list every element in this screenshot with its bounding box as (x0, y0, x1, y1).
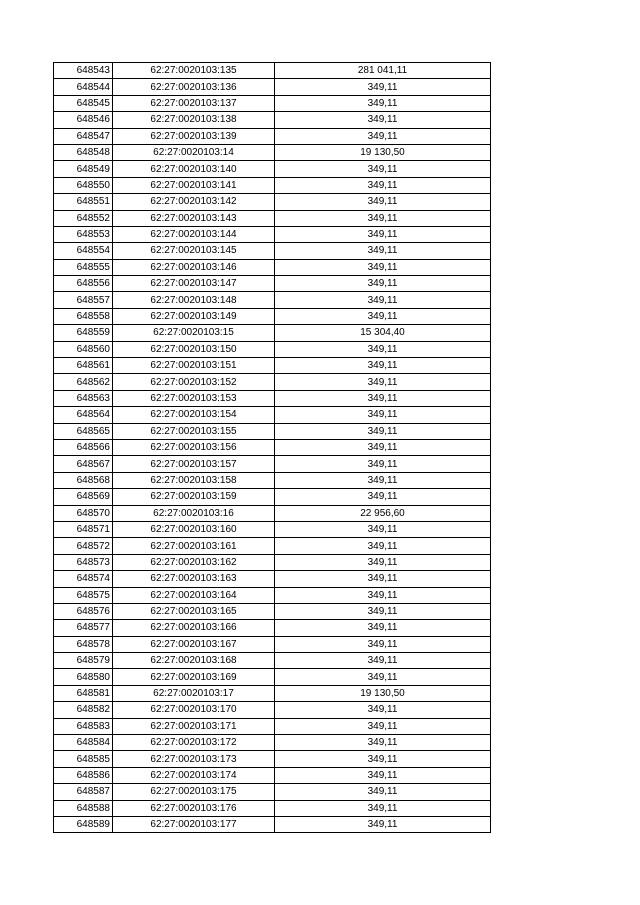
table-row (54, 439, 491, 455)
table-row (54, 423, 491, 439)
row-number-cell: 648567 (54, 456, 113, 472)
cadastral-value-cell: 19 130,50 (275, 685, 491, 701)
table-row (54, 603, 491, 619)
cadastral-number-cell: 62:27:0020103:168 (113, 653, 275, 669)
cadastral-number-cell: 62:27:0020103:164 (113, 587, 275, 603)
cadastral-value-cell: 281 041,11 (275, 63, 491, 79)
table-row (54, 751, 491, 767)
row-number-cell: 648574 (54, 571, 113, 587)
cadastral-number-cell: 62:27:0020103:156 (113, 439, 275, 455)
cadastral-value-cell: 349,11 (275, 407, 491, 423)
cadastral-number-cell: 62:27:0020103:142 (113, 194, 275, 210)
cadastral-number-cell: 62:27:0020103:150 (113, 341, 275, 357)
row-number-cell: 648581 (54, 685, 113, 701)
cadastral-number-cell: 62:27:0020103:138 (113, 112, 275, 128)
table-row (54, 292, 491, 308)
cadastral-value-cell: 349,11 (275, 308, 491, 324)
table-row (54, 194, 491, 210)
cadastral-value-cell: 349,11 (275, 603, 491, 619)
table-row (54, 587, 491, 603)
table-row (54, 374, 491, 390)
table-row (54, 653, 491, 669)
cadastral-value-cell: 349,11 (275, 571, 491, 587)
table-row (54, 521, 491, 537)
cadastral-value-cell: 349,11 (275, 423, 491, 439)
table-row (54, 669, 491, 685)
cadastral-number-cell: 62:27:0020103:157 (113, 456, 275, 472)
row-number-cell: 648565 (54, 423, 113, 439)
cadastral-value-cell: 349,11 (275, 751, 491, 767)
cadastral-number-cell: 62:27:0020103:173 (113, 751, 275, 767)
cadastral-number-cell: 62:27:0020103:16 (113, 505, 275, 521)
table-row (54, 358, 491, 374)
cadastral-value-cell: 349,11 (275, 276, 491, 292)
cadastral-value-cell: 349,11 (275, 669, 491, 685)
row-number-cell: 648563 (54, 390, 113, 406)
cadastral-number-cell: 62:27:0020103:140 (113, 161, 275, 177)
table-row (54, 636, 491, 652)
table-row (54, 735, 491, 751)
cadastral-value-cell: 349,11 (275, 358, 491, 374)
row-number-cell: 648549 (54, 161, 113, 177)
cadastral-number-cell: 62:27:0020103:137 (113, 95, 275, 111)
cadastral-number-cell: 62:27:0020103:163 (113, 571, 275, 587)
row-number-cell: 648562 (54, 374, 113, 390)
cadastral-value-cell: 349,11 (275, 456, 491, 472)
table-row (54, 79, 491, 95)
table-row (54, 243, 491, 259)
row-number-cell: 648587 (54, 784, 113, 800)
cadastral-number-cell: 62:27:0020103:151 (113, 358, 275, 374)
table-row (54, 472, 491, 488)
row-number-cell: 648582 (54, 702, 113, 718)
row-number-cell: 648570 (54, 505, 113, 521)
cadastral-number-cell: 62:27:0020103:177 (113, 816, 275, 832)
cadastral-number-cell: 62:27:0020103:15 (113, 325, 275, 341)
cadastral-number-cell: 62:27:0020103:158 (113, 472, 275, 488)
cadastral-value-cell: 349,11 (275, 95, 491, 111)
row-number-cell: 648576 (54, 603, 113, 619)
cadastral-value-table (53, 62, 491, 833)
row-number-cell: 648583 (54, 718, 113, 734)
table-row (54, 505, 491, 521)
row-number-cell: 648585 (54, 751, 113, 767)
table-row (54, 226, 491, 242)
cadastral-number-cell: 62:27:0020103:166 (113, 620, 275, 636)
cadastral-value-cell: 349,11 (275, 390, 491, 406)
table-row (54, 456, 491, 472)
row-number-cell: 648547 (54, 128, 113, 144)
row-number-cell: 648560 (54, 341, 113, 357)
table-row (54, 767, 491, 783)
row-number-cell: 648544 (54, 79, 113, 95)
cadastral-value-cell: 19 130,50 (275, 144, 491, 160)
cadastral-number-cell: 62:27:0020103:136 (113, 79, 275, 95)
table-row (54, 128, 491, 144)
cadastral-value-cell: 349,11 (275, 636, 491, 652)
table-row (54, 112, 491, 128)
table-row (54, 95, 491, 111)
row-number-cell: 648586 (54, 767, 113, 783)
cadastral-number-cell: 62:27:0020103:143 (113, 210, 275, 226)
cadastral-number-cell: 62:27:0020103:145 (113, 243, 275, 259)
table-row (54, 489, 491, 505)
cadastral-value-cell: 349,11 (275, 259, 491, 275)
table-row (54, 308, 491, 324)
row-number-cell: 648584 (54, 735, 113, 751)
row-number-cell: 648554 (54, 243, 113, 259)
cadastral-value-cell: 349,11 (275, 243, 491, 259)
cadastral-value-cell: 349,11 (275, 472, 491, 488)
row-number-cell: 648551 (54, 194, 113, 210)
table-row (54, 800, 491, 816)
table-row (54, 718, 491, 734)
row-number-cell: 648566 (54, 439, 113, 455)
row-number-cell: 648558 (54, 308, 113, 324)
row-number-cell: 648578 (54, 636, 113, 652)
cadastral-number-cell: 62:27:0020103:165 (113, 603, 275, 619)
cadastral-value-cell: 349,11 (275, 538, 491, 554)
row-number-cell: 648559 (54, 325, 113, 341)
cadastral-value-cell: 349,11 (275, 79, 491, 95)
table-body (54, 63, 491, 833)
table-row (54, 784, 491, 800)
row-number-cell: 648550 (54, 177, 113, 193)
row-number-cell: 648557 (54, 292, 113, 308)
cadastral-value-cell: 349,11 (275, 784, 491, 800)
table-row (54, 554, 491, 570)
table-row (54, 685, 491, 701)
cadastral-value-cell: 349,11 (275, 341, 491, 357)
cadastral-number-cell: 62:27:0020103:174 (113, 767, 275, 783)
cadastral-number-cell: 62:27:0020103:159 (113, 489, 275, 505)
table-row (54, 620, 491, 636)
row-number-cell: 648568 (54, 472, 113, 488)
cadastral-number-cell: 62:27:0020103:153 (113, 390, 275, 406)
row-number-cell: 648577 (54, 620, 113, 636)
cadastral-number-cell: 62:27:0020103:146 (113, 259, 275, 275)
cadastral-value-cell: 349,11 (275, 489, 491, 505)
table-row (54, 571, 491, 587)
cadastral-number-cell: 62:27:0020103:176 (113, 800, 275, 816)
cadastral-value-cell: 349,11 (275, 521, 491, 537)
cadastral-value-cell: 349,11 (275, 226, 491, 242)
cadastral-value-cell: 349,11 (275, 374, 491, 390)
cadastral-number-cell: 62:27:0020103:152 (113, 374, 275, 390)
table-row (54, 702, 491, 718)
table-row (54, 390, 491, 406)
table-row (54, 276, 491, 292)
cadastral-number-cell: 62:27:0020103:172 (113, 735, 275, 751)
table-row (54, 144, 491, 160)
row-number-cell: 648588 (54, 800, 113, 816)
cadastral-value-cell: 349,11 (275, 653, 491, 669)
row-number-cell: 648548 (54, 144, 113, 160)
cadastral-number-cell: 62:27:0020103:17 (113, 685, 275, 701)
cadastral-number-cell: 62:27:0020103:155 (113, 423, 275, 439)
row-number-cell: 648546 (54, 112, 113, 128)
cadastral-value-cell: 349,11 (275, 800, 491, 816)
cadastral-value-cell: 22 956,60 (275, 505, 491, 521)
row-number-cell: 648545 (54, 95, 113, 111)
cadastral-value-cell: 349,11 (275, 210, 491, 226)
cadastral-number-cell: 62:27:0020103:14 (113, 144, 275, 160)
cadastral-number-cell: 62:27:0020103:135 (113, 63, 275, 79)
row-number-cell: 648573 (54, 554, 113, 570)
row-number-cell: 648561 (54, 358, 113, 374)
cadastral-number-cell: 62:27:0020103:170 (113, 702, 275, 718)
row-number-cell: 648553 (54, 226, 113, 242)
table-row (54, 341, 491, 357)
cadastral-number-cell: 62:27:0020103:139 (113, 128, 275, 144)
cadastral-value-cell: 349,11 (275, 587, 491, 603)
row-number-cell: 648580 (54, 669, 113, 685)
cadastral-number-cell: 62:27:0020103:167 (113, 636, 275, 652)
table-row (54, 407, 491, 423)
cadastral-number-cell: 62:27:0020103:147 (113, 276, 275, 292)
cadastral-value-cell: 349,11 (275, 439, 491, 455)
row-number-cell: 648556 (54, 276, 113, 292)
cadastral-number-cell: 62:27:0020103:141 (113, 177, 275, 193)
table-row (54, 816, 491, 832)
cadastral-number-cell: 62:27:0020103:169 (113, 669, 275, 685)
row-number-cell: 648589 (54, 816, 113, 832)
cadastral-value-cell: 349,11 (275, 554, 491, 570)
cadastral-number-cell: 62:27:0020103:171 (113, 718, 275, 734)
row-number-cell: 648571 (54, 521, 113, 537)
table-row (54, 538, 491, 554)
cadastral-number-cell: 62:27:0020103:175 (113, 784, 275, 800)
cadastral-number-cell: 62:27:0020103:149 (113, 308, 275, 324)
row-number-cell: 648572 (54, 538, 113, 554)
table-row (54, 63, 491, 79)
cadastral-value-cell: 349,11 (275, 816, 491, 832)
table-row (54, 210, 491, 226)
row-number-cell: 648555 (54, 259, 113, 275)
cadastral-value-cell: 349,11 (275, 735, 491, 751)
cadastral-number-cell: 62:27:0020103:161 (113, 538, 275, 554)
row-number-cell: 648575 (54, 587, 113, 603)
cadastral-value-cell: 349,11 (275, 177, 491, 193)
cadastral-number-cell: 62:27:0020103:162 (113, 554, 275, 570)
row-number-cell: 648543 (54, 63, 113, 79)
cadastral-value-cell: 349,11 (275, 767, 491, 783)
cadastral-number-cell: 62:27:0020103:148 (113, 292, 275, 308)
row-number-cell: 648579 (54, 653, 113, 669)
cadastral-number-cell: 62:27:0020103:154 (113, 407, 275, 423)
table-row (54, 177, 491, 193)
cadastral-value-cell: 349,11 (275, 112, 491, 128)
table-row (54, 325, 491, 341)
cadastral-value-cell: 349,11 (275, 128, 491, 144)
cadastral-number-cell: 62:27:0020103:160 (113, 521, 275, 537)
cadastral-value-cell: 349,11 (275, 161, 491, 177)
cadastral-value-cell: 349,11 (275, 718, 491, 734)
cadastral-value-cell: 349,11 (275, 620, 491, 636)
cadastral-number-cell: 62:27:0020103:144 (113, 226, 275, 242)
cadastral-value-cell: 15 304,40 (275, 325, 491, 341)
row-number-cell: 648564 (54, 407, 113, 423)
row-number-cell: 648569 (54, 489, 113, 505)
table-row (54, 259, 491, 275)
table-row (54, 161, 491, 177)
cadastral-value-cell: 349,11 (275, 702, 491, 718)
row-number-cell: 648552 (54, 210, 113, 226)
cadastral-value-cell: 349,11 (275, 292, 491, 308)
cadastral-value-cell: 349,11 (275, 194, 491, 210)
